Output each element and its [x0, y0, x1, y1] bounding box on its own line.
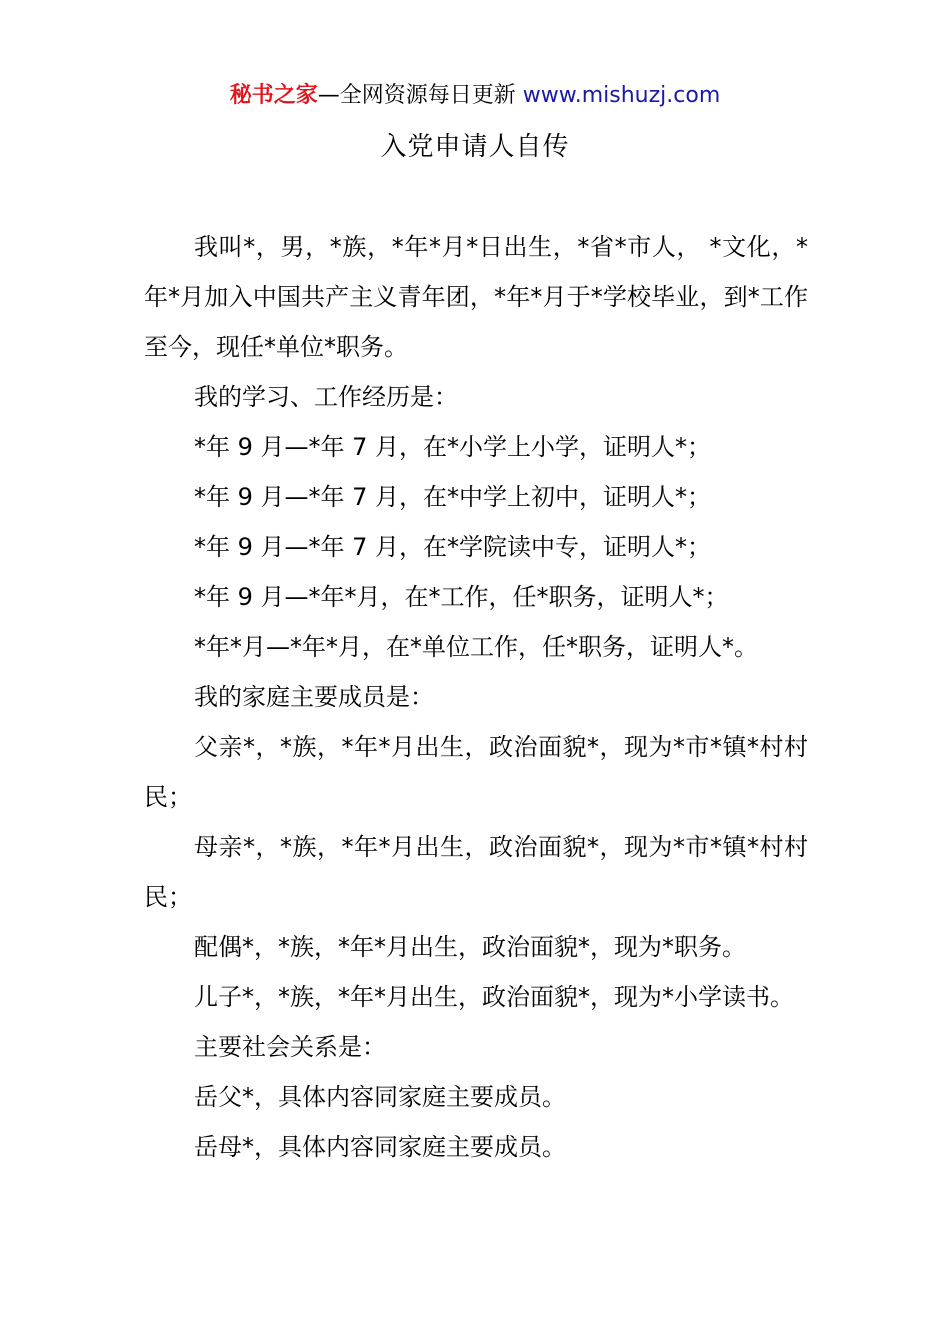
paragraph-family-member: 父亲*，*族，*年*月出生，政治面貌*，现为*市*镇*村村民； — [144, 733, 808, 811]
paragraph-family-member: 配偶*，*族，*年*月出生，政治面貌*，现为*职务。 — [194, 933, 746, 961]
paragraph-experience-item: *年 9 月—*年 7 月，在*学院读中专，证明人*； — [194, 533, 712, 561]
paragraph-relation: 岳父*，具体内容同家庭主要成员。 — [194, 1083, 566, 1111]
document-title: 入党申请人自传 — [380, 132, 570, 162]
paragraph-family-heading: 我的家庭主要成员是： — [194, 683, 434, 711]
paragraph-intro: 我叫*，男，*族，*年*月*日出生，*省*市人， *文化，*年*月加入中国共产主义青年团，*年*月于*学校毕业，到*工作至今，现任*单位*职务。 — [144, 233, 808, 361]
site-url: www.mishuzj.com — [522, 83, 721, 108]
paragraph-experience-heading: 我的学习、工作经历是： — [194, 383, 458, 411]
paragraph-experience-item: *年 9 月—*年*月，在*工作，任*职务，证明人*； — [194, 583, 729, 611]
paragraph-relations-heading: 主要社会关系是： — [194, 1033, 386, 1061]
document-body — [144, 222, 808, 1172]
paragraph-experience-item: *年*月—*年*月，在*单位工作，任*职务，证明人*。 — [194, 633, 758, 661]
paragraph-relation: 岳母*，具体内容同家庭主要成员。 — [194, 1133, 566, 1161]
brand-name: 秘书之家 — [229, 83, 318, 108]
site-header — [0, 80, 950, 112]
header-tagline: —全网资源每日更新 — [317, 83, 523, 108]
paragraph-experience-item: *年 9 月—*年 7 月，在*小学上小学，证明人*； — [194, 433, 712, 461]
paragraph-family-member: 母亲*，*族，*年*月出生，政治面貌*，现为*市*镇*村村民； — [144, 833, 808, 911]
paragraph-family-member: 儿子*，*族，*年*月出生，政治面貌*，现为*小学读书。 — [194, 983, 794, 1011]
paragraph-experience-item: *年 9 月—*年 7 月，在*中学上初中，证明人*； — [194, 483, 712, 511]
